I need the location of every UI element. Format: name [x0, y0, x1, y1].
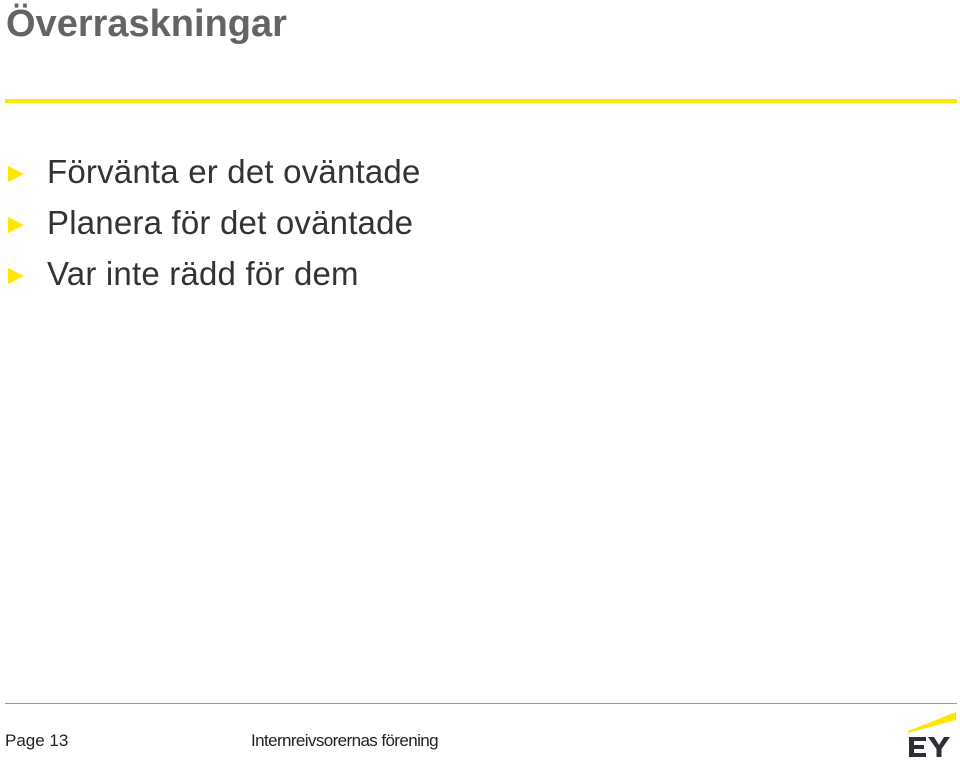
bullet-list	[8, 146, 421, 299]
bullet-item	[8, 197, 421, 248]
slide-title: Överraskningar	[6, 3, 287, 45]
bullet-text: Förvänta er det oväntade	[47, 152, 421, 190]
bullet-text: Planera för det oväntade	[47, 203, 414, 241]
ey-logo-icon	[906, 712, 958, 758]
footer-divider	[5, 703, 957, 704]
bullet-item	[8, 248, 421, 299]
footer-organization: Internreivsorernas förening	[251, 731, 438, 750]
triangle-bullet-icon	[8, 165, 24, 183]
triangle-bullet-icon	[8, 216, 24, 234]
triangle-bullet-icon	[8, 267, 24, 285]
bullet-text: Var inte rädd för dem	[47, 254, 359, 292]
page-number: Page 13	[5, 731, 69, 750]
bullet-item	[8, 146, 421, 197]
title-underline-divider	[5, 99, 957, 103]
